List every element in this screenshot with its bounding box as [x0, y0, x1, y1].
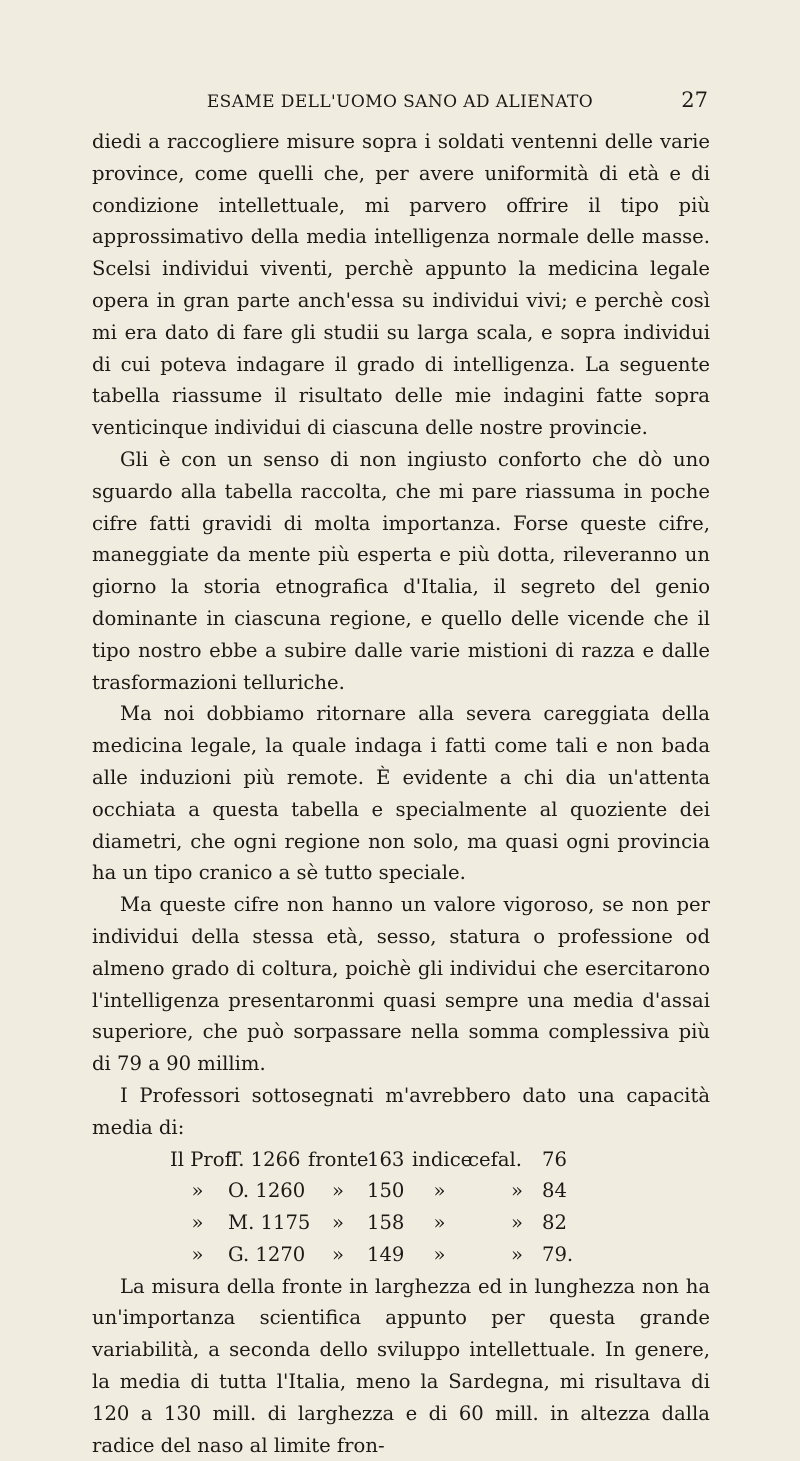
page-header — [92, 88, 708, 118]
table-cell: 79. — [542, 1242, 574, 1266]
professors-table — [92, 1144, 710, 1271]
table-cell: G. 1270 — [228, 1242, 306, 1266]
running-title: ESAME DELL'UOMO SANO AD ALIENATO — [206, 92, 594, 112]
table-cell: » — [433, 1179, 446, 1203]
table-cell: indice — [412, 1147, 473, 1171]
table-cell: O. 1260 — [228, 1179, 306, 1203]
paragraph: Gli è con un senso di non ingiusto conforto che dò uno sguardo alla tabella raccolta, che mi pare riassuma in poche cifre fatti gravidi di molta importanza. Forse queste cifre, maneggiate da mente più esperta e più dotta, rileveranno un giorno la storia etnografica d'Italia, il segreto del genio dominante in ciascuna regione, e quello delle vicende che il tipo nostro ebbe a subire dalle varie mistioni di razza e dalle trasformazioni telluriche. — [92, 447, 710, 694]
table-cell: » — [332, 1211, 344, 1235]
table-cell: » — [433, 1242, 446, 1266]
table-cell: T. 1266 — [228, 1147, 301, 1171]
table-cell: » — [511, 1242, 523, 1266]
table-cell: » — [191, 1242, 204, 1266]
paragraph: Ma queste cifre non hanno un valore vigoroso, se non per individui della stessa età, sesso, statura o professione od almeno grado di coltura, poichè gli individui che esercitarono l'intelligenza presentaronmi quasi sempre una media d'assai superiore, che può sorpassare nella somma complessiva più di 79 a 90 millim. — [92, 893, 710, 1076]
table-cell: » — [511, 1211, 523, 1235]
table-cell: Il Prof. — [170, 1147, 238, 1171]
table-cell: » — [433, 1211, 446, 1235]
paragraph: I Professori sottosegnati m'avrebbero dato una capacità media di: — [92, 1083, 710, 1139]
paragraph: La misura della fronte in larghezza ed in lunghezza non ha un'importanza scientifica appunto per questa grande variabilità, a seconda dello sviluppo intellettuale. In genere, la media di tutta l'Italia, meno la Sardegna, mi risultava di 120 a 130 mill. di larghezza e di 60 mill. in altezza dalla radice del naso al limite fron- — [92, 1274, 710, 1457]
table-cell: 84 — [542, 1179, 567, 1203]
table-cell: » — [191, 1211, 204, 1235]
page-number: 27 — [681, 88, 708, 112]
table-row — [92, 1175, 710, 1207]
paragraph: diedi a raccogliere misure sopra i soldati ventenni delle varie province, come quelli che, per avere uniformità di età e di condizione intellettuale, mi parvero offrire il tipo più approssimativo della media intelligenza normale delle masse. Scelsi individui viventi, perchè appunto la medicina legale opera in gran parte anch'essa su individui vivi; e perchè così mi era dato di fare gli studii su larga scala, e sopra individui di cui poteva indagare il grado di intelligenza. La seguente tabella riassume il risultato delle mie indagini fatte sopra venticinque individui di ciascuna delle nostre provincie. — [92, 130, 710, 440]
body-text — [92, 126, 710, 1461]
table-cell: » — [511, 1179, 523, 1203]
table-cell: M. 1175 — [228, 1211, 311, 1235]
table-cell: 149 — [367, 1242, 405, 1266]
paragraph: Ma noi dobbiamo ritornare alla severa careggiata della medicina legale, la quale indaga i fatti come tali e non bada alle induzioni più remote. È evidente a chi dia un'attenta occhiata a questa tabella e specialmente al quoziente dei diametri, che ogni regione non solo, ma quasi ogni provincia ha un tipo cranico a sè tutto speciale. — [92, 702, 710, 885]
table-cell: » — [332, 1242, 344, 1266]
table-cell: » — [332, 1179, 344, 1203]
table-cell: fronte — [308, 1147, 369, 1171]
table-cell: 150 — [367, 1179, 405, 1203]
table-cell: cefal. — [468, 1147, 522, 1171]
table-row — [92, 1207, 710, 1239]
table-cell: 82 — [542, 1211, 567, 1235]
table-row — [92, 1144, 710, 1176]
table-cell: » — [191, 1179, 204, 1203]
table-cell: 158 — [367, 1211, 405, 1235]
table-row — [92, 1239, 710, 1271]
table-cell: 76 — [542, 1147, 567, 1171]
table-cell: 163 — [367, 1147, 405, 1171]
